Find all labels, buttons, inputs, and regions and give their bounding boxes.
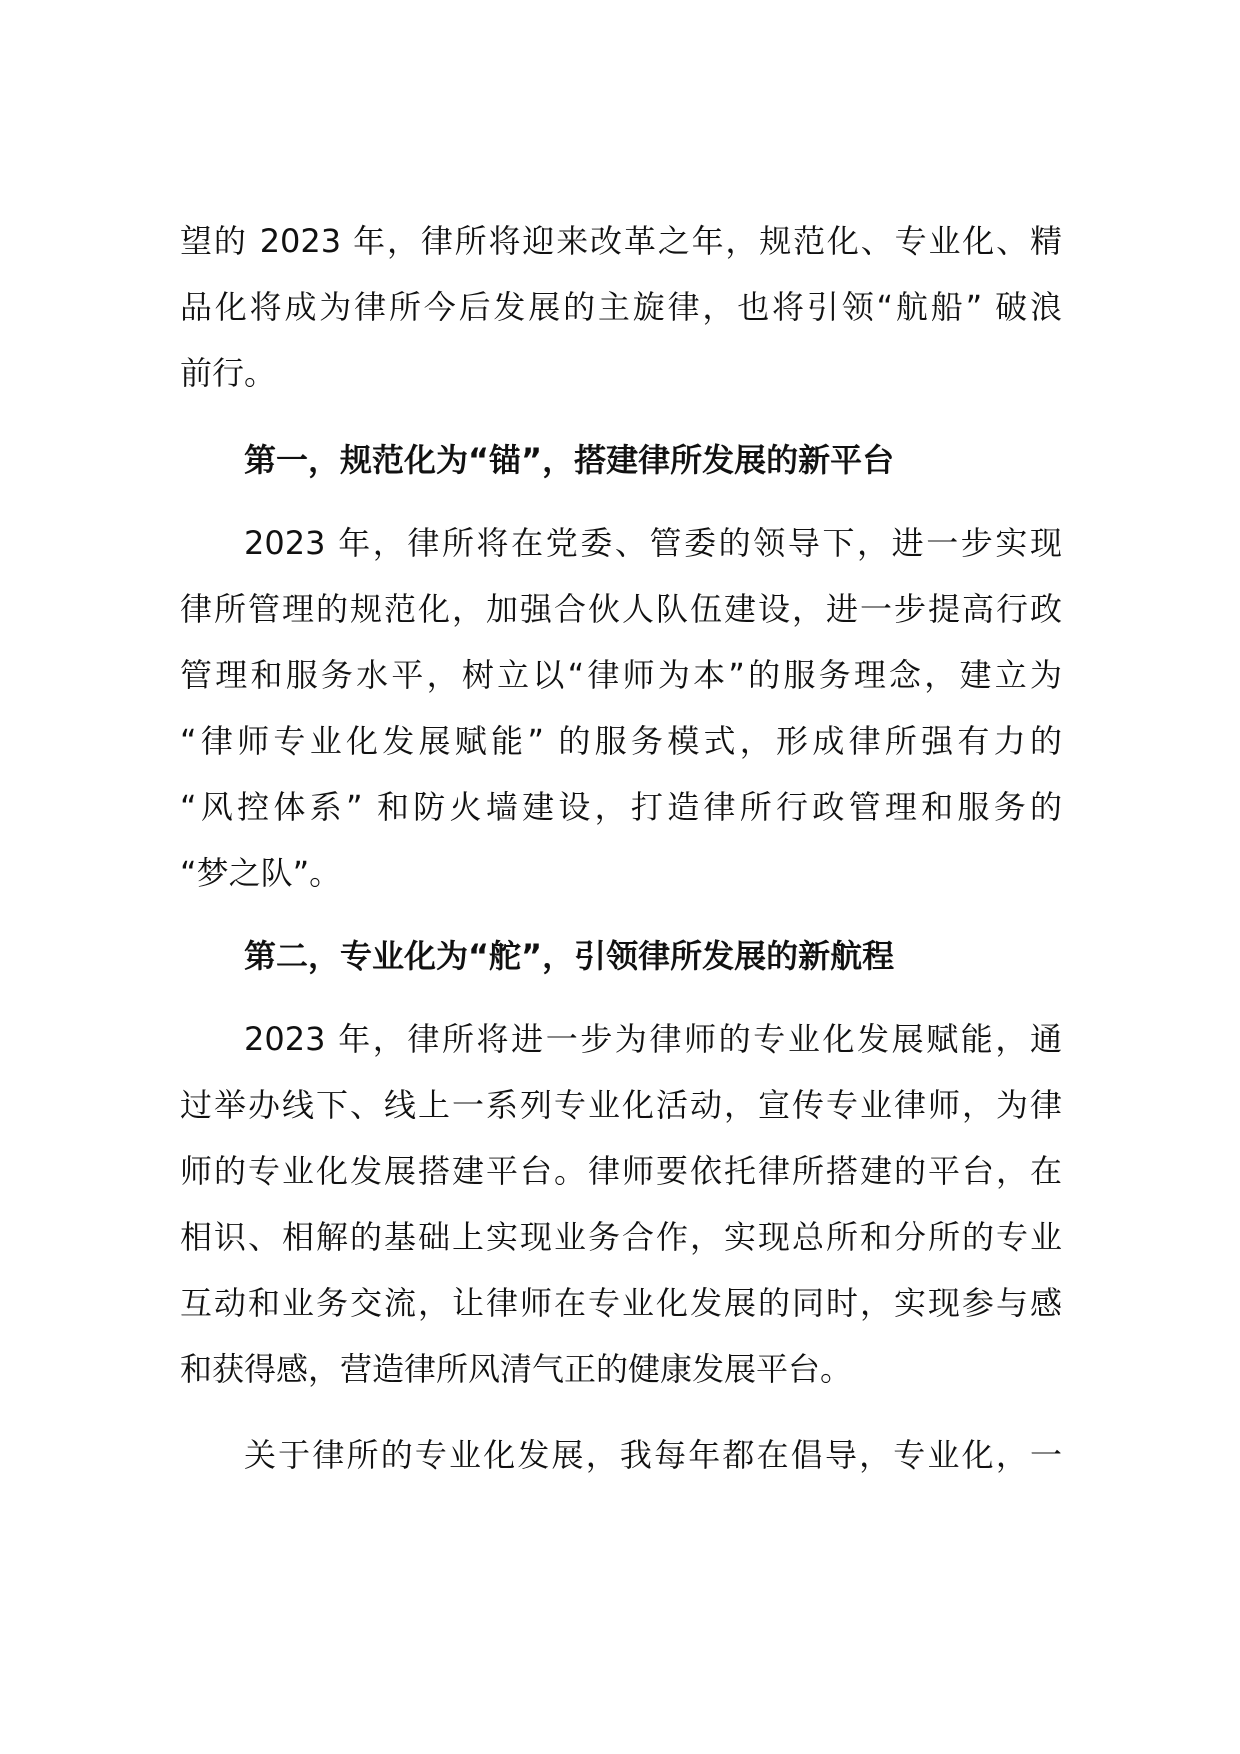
section-heading-2: 第二，专业化为“舵”，引领律所发展的新航程 [244,937,895,975]
text-line: 相识、相解的基础上实现业务合作，实现总所和分所的专业 [180,1218,1062,1256]
document-page [180,208,1062,1488]
text-line: “梦之队”。 [180,854,342,892]
section-heading-1: 第一，规范化为“锚”，搭建律所发展的新平台 [244,441,895,479]
paragraph-standardization [180,510,1062,906]
text-line: 互动和业务交流，让律师在专业化发展的同时，实现参与感 [180,1284,1062,1322]
text-line: 过举办线下、线上一系列专业化活动，宣传专业律师，为律 [180,1086,1062,1124]
paragraph-specialization [180,1006,1062,1402]
text-line: 关于律所的专业化发展，我每年都在倡导，专业化，一 [244,1436,1062,1474]
text-line: 品化将成为律所今后发展的主旋律，也将引领“航船” 破浪 [180,288,1062,326]
text-line: 管理和服务水平，树立以“律师为本”的服务理念，建立为 [180,656,1062,694]
text-line: 和获得感，营造律所风清气正的健康发展平台。 [180,1350,853,1388]
text-line: 师的专业化发展搭建平台。律师要依托律所搭建的平台，在 [180,1152,1062,1190]
text-line: 望的 2023 年，律所将迎来改革之年，规范化、专业化、精 [180,222,1062,260]
text-line: 前行。 [180,354,277,392]
text-line: 2023 年，律所将进一步为律师的专业化发展赋能，通 [244,1020,1062,1058]
paragraph-closing [180,1422,1062,1488]
text-line: “风控体系” 和防火墙建设，打造律所行政管理和服务的 [180,788,1062,826]
paragraph-intro [180,208,1062,406]
text-line: 律所管理的规范化，加强合伙人队伍建设，进一步提高行政 [180,590,1062,628]
text-line: 2023 年，律所将在党委、管委的领导下，进一步实现 [244,524,1062,562]
text-line: “律师专业化发展赋能” 的服务模式，形成律所强有力的 [180,722,1062,760]
